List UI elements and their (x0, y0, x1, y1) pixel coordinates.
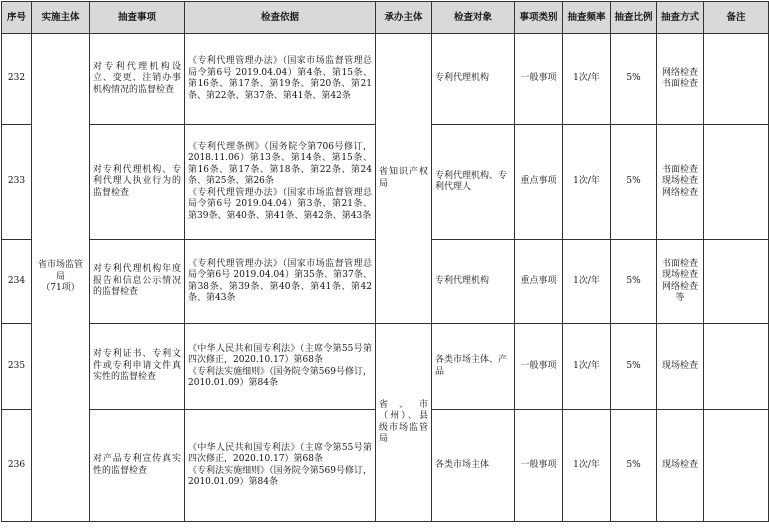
inspection-ratio: 5% (611, 324, 657, 410)
item-category: 重点事项 (515, 240, 563, 324)
undertaker-cell: 省知识产权局 (376, 34, 432, 324)
inspection-basis (185, 125, 376, 240)
header-undertaker: 承办主体 (376, 2, 432, 34)
inspection-basis (185, 34, 376, 125)
inspection-target: 专利代理机构 (432, 240, 515, 324)
basis-line: 《专利代理管理办法》（国家市场监督管理总局令第6号 2019.04.04）第3条、第21条、第39条、第40条、第41条、第42条、第43条 (188, 187, 372, 221)
inspection-basis (185, 324, 376, 410)
inspection-ratio: 5% (611, 125, 657, 240)
header-implementer: 实施主体 (32, 2, 90, 34)
inspection-frequency: 1次/年 (563, 34, 611, 125)
inspection-target: 各类市场主体、产品 (432, 324, 515, 410)
row-number: 234 (2, 240, 32, 324)
basis-line: 《中华人民共和国专利法》（主席令第55号第四次修正，2020.10.17）第68条 (188, 343, 372, 365)
inspection-item: 对专利代理机构年度报告和信息公示情况的监督检查 (90, 240, 185, 324)
header-item: 抽查事项 (90, 2, 185, 34)
inspection-method: 书面检查 现场检查 网络检查等 (657, 240, 704, 324)
table-row (2, 324, 769, 410)
header-method: 抽查方式 (657, 2, 704, 34)
inspection-target: 专利代理机构 (432, 34, 515, 125)
inspection-frequency: 1次/年 (563, 125, 611, 240)
header-row (2, 2, 769, 34)
note-cell (704, 125, 769, 240)
inspection-target: 专利代理机构、专利代理人 (432, 125, 515, 240)
inspection-ratio: 5% (611, 410, 657, 522)
inspection-target: 各类市场主体 (432, 410, 515, 522)
item-category: 一般事项 (515, 34, 563, 125)
header-basis: 检查依据 (185, 2, 376, 34)
item-category: 重点事项 (515, 125, 563, 240)
row-number: 232 (2, 34, 32, 125)
item-category: 一般事项 (515, 324, 563, 410)
header-ratio: 抽查比例 (611, 2, 657, 34)
inspection-method: 网络检查 书面检查 (657, 34, 704, 125)
table-row (2, 34, 769, 125)
item-category: 一般事项 (515, 410, 563, 522)
header-no: 序号 (2, 2, 32, 34)
inspection-item: 对产品专利宣传真实性的监督检查 (90, 410, 185, 522)
row-number: 233 (2, 125, 32, 240)
inspection-item: 对专利代理机构、专利代理人执业行为的监督检查 (90, 125, 185, 240)
basis-line: 《专利法实施细则》（国务院令第569号修订，2010.01.09）第84条 (188, 465, 372, 487)
note-cell (704, 240, 769, 324)
inspection-basis (185, 240, 376, 324)
basis-line: 《专利法实施细则》（国务院令第569号修订，2010.01.09）第84条 (188, 366, 372, 388)
inspection-frequency: 1次/年 (563, 324, 611, 410)
inspection-item: 对专利证书、专利文件或专利申请文件真实性的监督检查 (90, 324, 185, 410)
undertaker-cell: 省、市（州）、县级市场监管局 (376, 324, 432, 522)
basis-line: 《中华人民共和国专利法》（主席令第55号第四次修正，2020.10.17）第68条 (188, 442, 372, 464)
row-number: 236 (2, 410, 32, 522)
note-cell (704, 324, 769, 410)
inspection-ratio: 5% (611, 240, 657, 324)
inspection-method: 现场检查 (657, 410, 704, 522)
header-category: 事项类别 (515, 2, 563, 34)
implementer-cell: 省市场监管局 （71项） (32, 34, 90, 522)
note-cell (704, 410, 769, 522)
inspection-frequency: 1次/年 (563, 410, 611, 522)
basis-line: 《专利代理管理办法》（国家市场监督管理总局令第6号 2019.04.04）第35条、第37条、第38条、第39条、第40条、第41条、第42条、第43条 (188, 258, 372, 303)
header-target: 检查对象 (432, 2, 515, 34)
header-note: 备注 (704, 2, 769, 34)
header-frequency: 抽查频率 (563, 2, 611, 34)
inspection-ratio: 5% (611, 34, 657, 125)
inspection-method: 现场检查 (657, 324, 704, 410)
inspection-item: 对专利代理机构设立、变更、注销办事机构情况的监督检查 (90, 34, 185, 125)
note-cell (704, 34, 769, 125)
basis-line: 《专利代理条例》（国务院令第706号修订，2018.11.06）第13条、第14条、第15条、第16条、第17条、第18条、第22条、第24条、第25条、第26条 (188, 141, 372, 187)
inspection-table (1, 1, 769, 522)
inspection-basis (185, 410, 376, 522)
inspection-method: 书面检查 现场检查 网络检查 (657, 125, 704, 240)
row-number: 235 (2, 324, 32, 410)
basis-line: 《专利代理管理办法》（国家市场监督管理总局令第6号 2019.04.04）第4条、第15条、第16条、第17条、第19条、第20条、第21条、第22条、第37条、第41条、第42条 (188, 56, 372, 101)
inspection-frequency: 1次/年 (563, 240, 611, 324)
